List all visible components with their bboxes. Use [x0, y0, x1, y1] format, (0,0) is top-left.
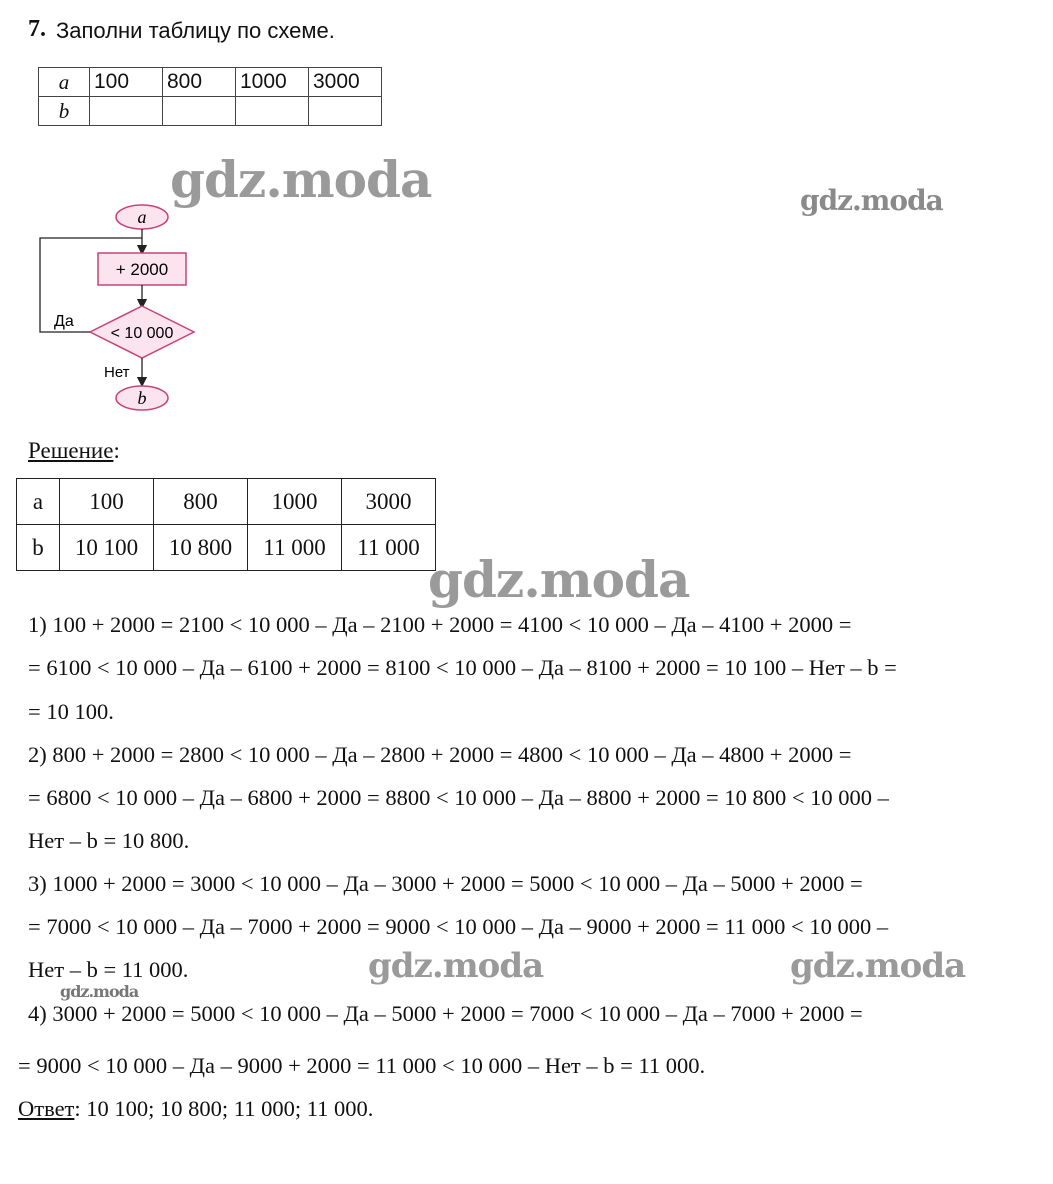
- solution-title-suffix: :: [113, 438, 120, 463]
- task-table: [38, 67, 382, 126]
- a-value: 800: [154, 479, 248, 525]
- solution-table-row-a: [17, 479, 436, 525]
- flowchart: [30, 196, 210, 416]
- row-b-label: b: [17, 525, 60, 571]
- flow-yes-label: Да: [54, 313, 74, 330]
- a-value: 100: [60, 479, 154, 525]
- flow-no-label: Нет: [104, 364, 130, 381]
- watermark: gdz.moda: [368, 946, 544, 986]
- answer-text: : 10 100; 10 800; 11 000; 11 000.: [74, 1096, 374, 1121]
- watermark: gdz.moda: [170, 150, 432, 209]
- a-value: 800: [163, 68, 236, 97]
- b-empty-cell: [90, 97, 163, 126]
- solution-title: [28, 438, 120, 464]
- a-value: 100: [90, 68, 163, 97]
- row-b-label: b: [39, 97, 90, 126]
- flow-condition-label: < 10 000: [110, 325, 174, 342]
- solution-line: = 6100 < 10 000 – Да – 6100 + 2000 = 8100 < 10 000 – Да – 8100 + 2000 = 10 100 – Нет – b =: [28, 655, 897, 680]
- row-a-label: a: [39, 68, 90, 97]
- solution-line: Нет – b = 11 000.: [28, 957, 189, 982]
- solution-line: = 6800 < 10 000 – Да – 6800 + 2000 = 8800 < 10 000 – Да – 8800 + 2000 = 10 800 < 10 000 –: [28, 785, 889, 810]
- solution-title-text: Решение: [28, 438, 114, 463]
- task-table-row-b: [39, 97, 382, 126]
- task-number: 7.: [28, 16, 46, 42]
- watermark: gdz.moda: [790, 946, 966, 986]
- a-value: 1000: [236, 68, 309, 97]
- solution-line: 4) 3000 + 2000 = 5000 < 10 000 – Да – 5000 + 2000 = 7000 < 10 000 – Да – 7000 + 2000 =: [28, 1001, 863, 1026]
- answer-label: Ответ: [18, 1096, 75, 1121]
- b-value: 11 000: [248, 525, 342, 571]
- watermark: gdz.moda: [428, 550, 690, 609]
- task-table-row-a: [39, 68, 382, 97]
- solution-line: Нет – b = 10 800.: [28, 828, 190, 853]
- b-empty-cell: [309, 97, 382, 126]
- solution-table-row-b: [17, 525, 436, 571]
- solution-line: 3) 1000 + 2000 = 3000 < 10 000 – Да – 3000 + 2000 = 5000 < 10 000 – Да – 5000 + 2000 =: [28, 871, 863, 896]
- answer: [18, 1096, 373, 1122]
- row-a-label: a: [17, 479, 60, 525]
- b-empty-cell: [236, 97, 309, 126]
- solution-line: = 10 100.: [28, 699, 114, 724]
- b-value: 11 000: [342, 525, 436, 571]
- a-value: 3000: [342, 479, 436, 525]
- b-value: 10 800: [154, 525, 248, 571]
- flow-end-label: b: [137, 388, 147, 408]
- flow-action-label: + 2000: [115, 260, 169, 279]
- solution-line: 1) 100 + 2000 = 2100 < 10 000 – Да – 2100 + 2000 = 4100 < 10 000 – Да – 4100 + 2000 =: [28, 612, 852, 637]
- solution-line: = 9000 < 10 000 – Да – 9000 + 2000 = 11 000 < 10 000 – Нет – b = 11 000.: [18, 1053, 706, 1078]
- task-text: Заполни таблицу по схеме.: [56, 18, 335, 43]
- solution-line: = 7000 < 10 000 – Да – 7000 + 2000 = 9000 < 10 000 – Да – 9000 + 2000 = 11 000 < 10 000 –: [28, 914, 889, 939]
- a-value: 3000: [309, 68, 382, 97]
- solution-table: [16, 478, 436, 571]
- solution-line: 2) 800 + 2000 = 2800 < 10 000 – Да – 2800 + 2000 = 4800 < 10 000 – Да – 4800 + 2000 =: [28, 742, 852, 767]
- b-value: 10 100: [60, 525, 154, 571]
- flow-start-label: a: [137, 207, 147, 227]
- watermark: gdz.moda: [60, 982, 139, 1001]
- b-empty-cell: [163, 97, 236, 126]
- a-value: 1000: [248, 479, 342, 525]
- watermark: gdz.moda: [800, 184, 943, 217]
